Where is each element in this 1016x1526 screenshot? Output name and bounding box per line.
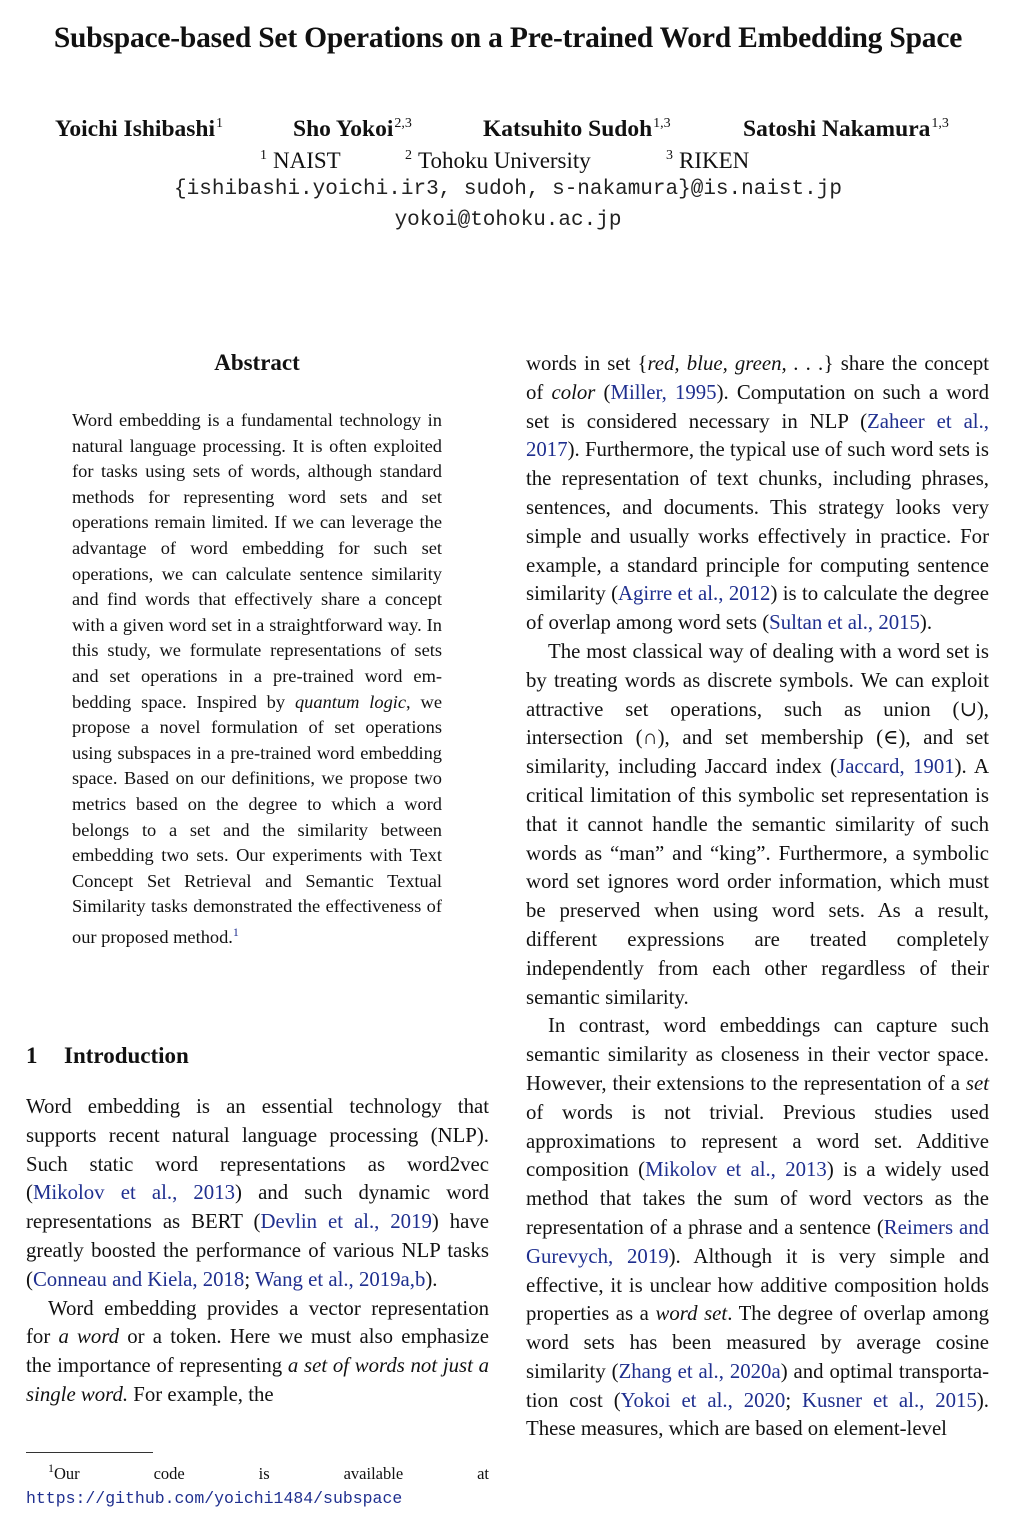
citation-link[interactable]: Jaccard, 1901 [837,755,955,779]
footnote: $^1$Our code is available at https://github.com/yoichi1484/subspace [26,1461,489,1508]
affiliation-2: $^2$ Tohoku University [405,148,591,173]
abstract-heading: Abstract [214,350,300,375]
left-column-body [26,1093,489,1410]
intro-paragraph-3: words in set {red, blue, green, . . .} share the concept of color (Miller, 1995). Computation on such a word set is considered necessary in NLP (Zaheer et al., 2017). Furthermore, the typical use of such word sets is the representation of text chunks, including phrases, sentences, and documents. This strategy looks very simple and usually works effectively in practice. For example, a standard principle for computing sentence similarity (Agirre et al., 2012) is to calculate the degree of overlap among word sets (Sultan et al., 2015). [526,352,989,635]
section-heading: 1 Introduction [26,1043,189,1068]
citation-link[interactable]: Conneau and Kiela, 2018 [32,1267,245,1291]
intro-paragraph-1: Word embedding is an essential technology that supports recent natural language processing (NLP). Such static word representations as word2vec (Mikolov et al., 2013) and such dynamic word representations as BERT (Devlin et al., 2019) have greatly boosted the performance of various NLP tasks (Conneau and Kiela, 2018; Wang et al., 2019a,b). [26,1095,489,1291]
email-line-2: yokoi@tohoku.ac.jp [394,209,622,232]
citation-link[interactable]: Devlin et al., 2019 [260,1210,432,1234]
affiliation-1: $^1$ NAIST [260,148,341,173]
citation-link[interactable]: Zaheer et al., 2017 [526,409,989,462]
citation-link[interactable]: Agirre et al., 2012 [618,582,771,606]
citation-link[interactable]: Wang et al., 2019a,b [254,1267,426,1291]
citation-link[interactable]: Mikolov et al., 2013 [32,1181,236,1205]
author-3: Katsuhito Sudoh$^{1,3}$ [483,116,671,142]
email-line-1: {ishibashi.yoichi.ir3, sudoh, s-nakamura}@is.naist.jp [174,178,842,201]
footnote-divider [26,1452,153,1453]
author-2: Sho Yokoi$^{2,3}$ [293,116,412,142]
affiliation-3: $^3$ RIKEN [666,148,750,173]
citation-link[interactable]: Miller, 1995 [610,380,717,404]
abstract-body: Word embedding is a fundamental technology in natural language processing. It is often exploited for tasks using sets of words, although standard methods for representing word sets and set operations remain limited. If we can leverage the advantage of word embedding for such set operations, we can calculate sentence similarity and find words that effectively share a concept with a given word set in a straightforward way. In this study, we formulate representations of sets and set operations in a pre-trained word embedding space. Inspired by quantum logic, we propose a novel formulation of set operations using subspaces in a pre-trained word embedding space. Based on our definitions, we propose two metrics based on the degree to which a word belongs to a set and the similarity between embedding two sets. Our experiments with Text Concept Set Retrieval and Semantic Textual Similarity tasks demonstrated the effectiveness of our proposed method.$^1$ [72,410,442,947]
citation-link[interactable]: Sultan et al., 2015 [769,611,920,635]
citation-link[interactable]: Kusner et al., 2015 [802,1388,977,1412]
citation-link[interactable]: Mikolov et al., 2013 [645,1158,827,1182]
author-4: Satoshi Nakamura$^{1,3}$ [743,116,949,142]
intro-paragraph-5: In contrast, word embeddings can capture such semantic similarity as closeness in their vector space. However, their extensions to the representation of a set of words is not trivial. Previous studies used approximations to represent a word set. Additive composition (Mikolov et al., 2013) is a widely used method that takes the sum of word vectors as the representation of a phrase and a sentence (Reimers and Gurevych, 2019). Although it is very simple and effective, it is unclear how additive composition holds properties as a word set. The degree of overlap among word sets has been measured by average cosine similarity (Zhang et al., 2020a) and optimal transportation cost (Yokoi et al., 2020; Kusner et al., 2015). These measures, which are based on element-level [526,1014,990,1441]
code-url-link[interactable]: https://github.com/yoichi1484/subspace [26,1489,403,1508]
paper-title: Subspace-based Set Operations on a Pre-trained Word Embedding Space [53,22,963,54]
citation-link[interactable]: Zhang et al., 2020a [618,1359,781,1383]
footnote-ref[interactable]: 1 [232,924,239,939]
intro-paragraph-4: The most classical way of dealing with a word set is by treating words as discrete symbols. We can exploit attractive set operations, such as union (∪), intersection (∩), and set membership (∈), and set similarity, including Jaccard index (Jaccard, 1901). A critical limitation of this symbolic set representation is that it cannot handle the semantic similarity of such words as “man” and “king”. Furthermore, a symbolic word set ignores word order information, which must be preserved when using word sets. As a result, different expressions are treated completely independently from each other regardless of their semantic similarity. [526,639,989,1009]
author-1: Yoichi Ishibashi$^1$ [55,116,224,142]
right-column-body [526,350,989,1444]
intro-paragraph-2: Word embedding provides a vector representation for a word or a token. Here we must also emphasize the importance of representing a set of words not just a single word. For example, the [26,1296,489,1406]
citation-link[interactable]: Yokoi et al., 2020 [620,1388,786,1412]
citation-link[interactable]: Reimers and Gurevych, 2019 [526,1215,989,1268]
